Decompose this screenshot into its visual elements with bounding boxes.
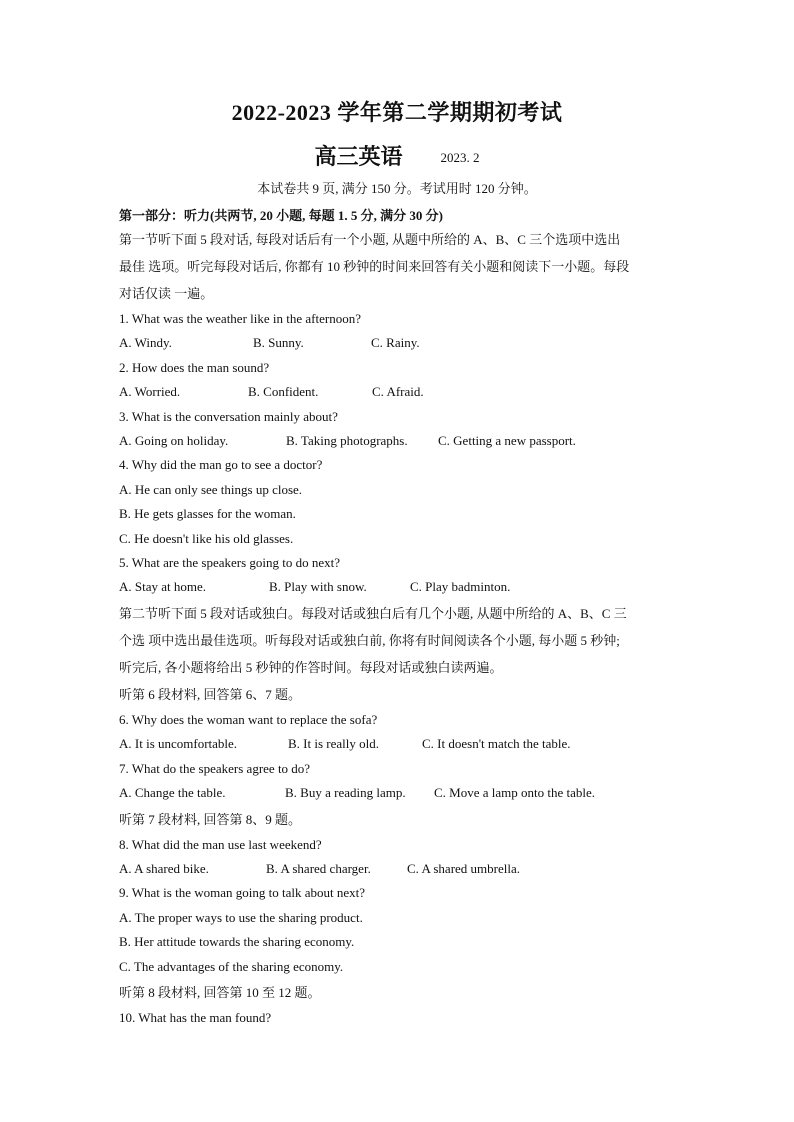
section2-instruction-line3: 听完后, 各小题将给出 5 秒钟的作答时间。每段对话或独白读两遍。 — [119, 659, 503, 675]
option-c: C. It doesn't match the table. — [422, 736, 571, 752]
subject-title: 高三英语 — [314, 144, 403, 169]
option-c: C. The advantages of the sharing economy. — [119, 958, 344, 974]
section1-instruction-line1: 第一节听下面 5 段对话, 每段对话后有一个小题, 从题中所给的 A、B、C 三个选项中选出 — [119, 232, 621, 247]
option-a: A. Worried. — [119, 384, 181, 400]
exam-date: 2023. 2 — [440, 150, 480, 165]
question-6: 6. Why does the woman want to replace the sofa? — [119, 711, 378, 727]
question-7-options — [119, 781, 679, 805]
section1-instruction-line3: 对话仅读 一遍。 — [119, 286, 214, 301]
exam-content — [119, 206, 679, 1030]
option-b: B. Confident. — [248, 384, 319, 400]
question-8: 8. What did the man use last weekend? — [119, 836, 322, 852]
question-1-options — [119, 331, 679, 355]
option-c: C. Move a lamp onto the table. — [434, 785, 596, 801]
option-a: A. Windy. — [119, 335, 172, 351]
question-5: 5. What are the speakers going to do next? — [119, 555, 341, 571]
option-a: A. Change the table. — [119, 785, 226, 801]
question-3-options — [119, 429, 679, 453]
option-b: B. Taking photographs. — [286, 433, 408, 449]
question-2-options — [119, 380, 679, 404]
option-b: B. It is really old. — [288, 736, 379, 752]
option-a: A. He can only see things up close. — [119, 481, 303, 497]
question-3: 3. What is the conversation mainly about? — [119, 408, 338, 424]
option-c: C. Play badminton. — [410, 579, 511, 595]
question-10: 10. What has the man found? — [119, 1009, 272, 1025]
option-b: B. Sunny. — [253, 335, 304, 351]
option-c: C. Rainy. — [371, 335, 420, 351]
option-c: C. Afraid. — [372, 384, 424, 400]
option-a: A. Stay at home. — [119, 579, 207, 595]
option-b: B. Play with snow. — [269, 579, 367, 595]
option-c: C. He doesn't like his old glasses. — [119, 530, 294, 546]
question-7: 7. What do the speakers agree to do? — [119, 760, 311, 776]
section2-instruction-line2: 个选 项中选出最佳选项。听每段对话或独白前, 你将有时间阅读各个小题, 每小题 5 秒钟; — [119, 632, 620, 648]
material-7-instruction: 听第 7 段材料, 回答第 8、9 题。 — [119, 811, 302, 827]
part1-heading: 第一部分：听力(共两节, 20 小题, 每题 1. 5 分, 满分 30 分) — [119, 208, 443, 223]
question-9: 9. What is the woman going to talk about next? — [119, 885, 365, 901]
material-8-instruction: 听第 8 段材料, 回答第 10 至 12 题。 — [119, 984, 321, 1000]
question-4: 4. Why did the man go to see a doctor? — [119, 457, 323, 473]
option-b: B. Her attitude towards the sharing economy. — [119, 934, 355, 950]
option-c: C. A shared umbrella. — [407, 860, 521, 876]
option-b: B. He gets glasses for the woman. — [119, 506, 296, 522]
question-6-options — [119, 732, 679, 756]
option-a: A. It is uncomfortable. — [119, 736, 238, 752]
question-8-options — [119, 857, 679, 881]
exam-note: 本试卷共 9 页, 满分 150 分。考试用时 120 分钟。 — [257, 181, 537, 196]
material-6-instruction: 听第 6 段材料, 回答第 6、7 题。 — [119, 686, 302, 702]
section1-instruction-line2: 最佳 选项。听完每段对话后, 你都有 10 秒钟的时间来回答有关小题和阅读下一小题。每段 — [119, 259, 630, 274]
option-a: A. Going on holiday. — [119, 433, 229, 449]
question-1: 1. What was the weather like in the afternoon? — [119, 311, 361, 326]
option-a: A. A shared bike. — [119, 860, 209, 876]
option-a: A. The proper ways to use the sharing product. — [119, 909, 363, 925]
option-b: B. Buy a reading lamp. — [285, 785, 406, 801]
question-5-options — [119, 575, 679, 599]
option-b: B. A shared charger. — [266, 860, 371, 876]
question-2: 2. How does the man sound? — [119, 359, 270, 375]
option-c: C. Getting a new passport. — [438, 433, 576, 449]
subject-line — [0, 140, 794, 171]
section2-instruction-line1: 第二节听下面 5 段对话或独白。每段对话或独白后有几个小题, 从题中所给的 A、B、C 三 — [119, 605, 627, 621]
exam-title: 2022-2023 学年第二学期期初考试 — [231, 100, 563, 125]
